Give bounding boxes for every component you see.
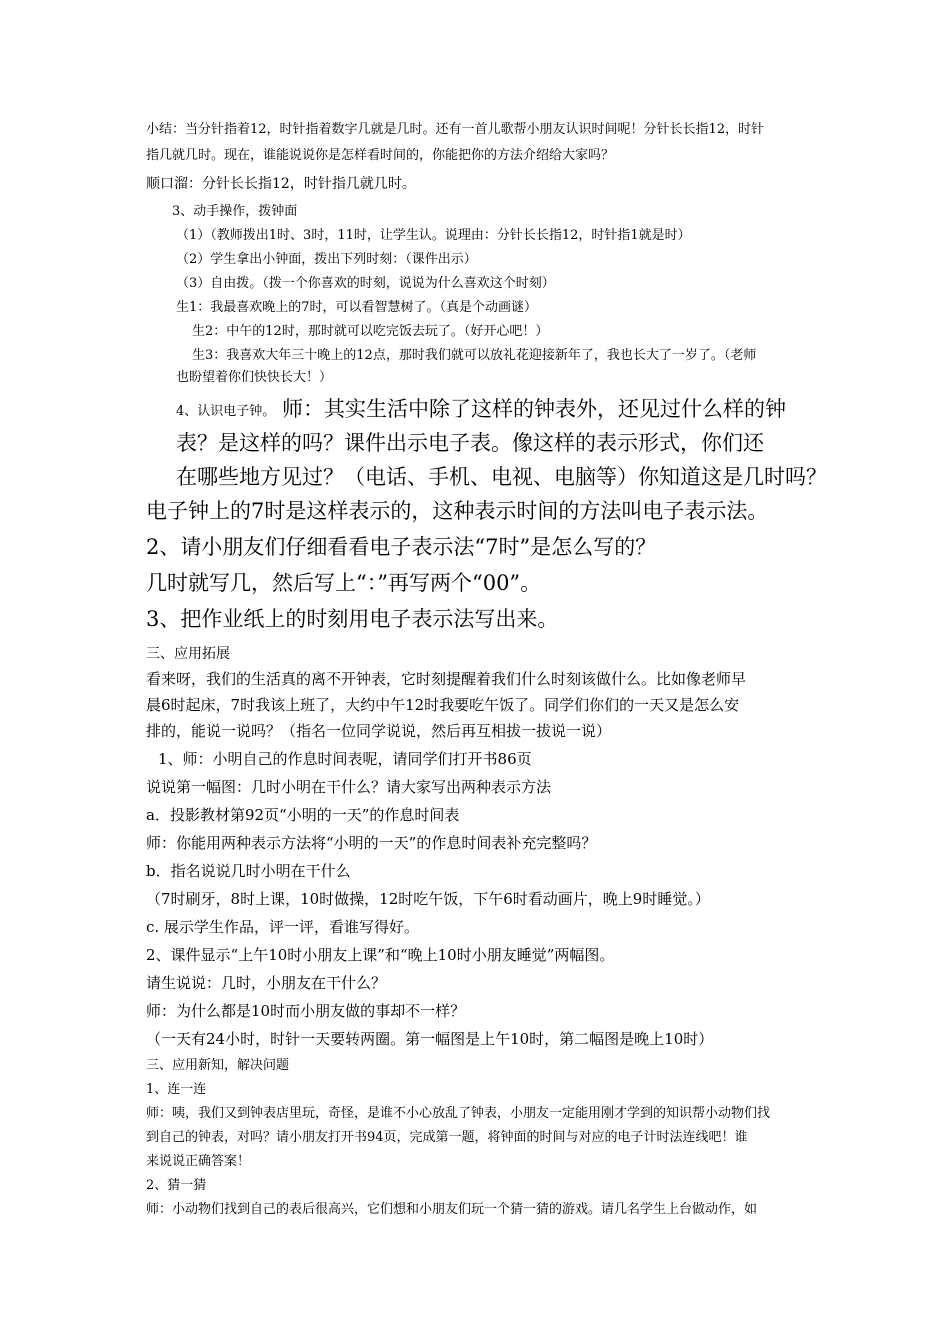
text-line: 说说第一幅图：几时小明在干什么？请大家写出两种表示方法	[146, 778, 552, 796]
text-line: b．指名说说几时小明在干什么	[146, 862, 351, 880]
text-line: 2、课件显示“上午10时小朋友上课”和“晚上10时小朋友睡觉”两幅图。	[146, 946, 615, 964]
text-line-large: 师：其实生活中除了这样的钟表外，还见过什么样的钟	[282, 397, 786, 421]
section-heading: 三、应用拓展	[146, 646, 230, 662]
text-line: 师：咦，我们又到钟表店里玩，奇怪，是谁不小心放乱了钟表，小朋友一定能用刚才学到的知识帮小动物们找	[146, 1106, 771, 1121]
text-line: 晨6时起床，7时我该上班了，大约中午12时我要吃午饭了。同学们你们的一天又是怎么安	[146, 696, 740, 714]
text-line: 生2：中午的12时，那时就可以吃完饭去玩了。（好开心吧！）	[192, 324, 549, 339]
section-heading: 2、猜一猜	[146, 1178, 207, 1193]
section-heading: 1、连一连	[146, 1082, 207, 1097]
text-line: 顺口溜：分针长长指12，时针指几就几时。	[146, 176, 416, 192]
text-line: 师：小动物们找到自己的表后很高兴，它们想和小朋友们玩一个猜一猜的游戏。请几名学生上台做动作，如	[146, 1202, 758, 1217]
text-line: 来说说正确答案！	[146, 1154, 251, 1169]
text-line: 请生说说：几时，小朋友在干什么？	[146, 974, 387, 992]
text-line: （3）自由拨。（拨一个你喜欢的时刻，说说为什么喜欢这个时刻）	[176, 276, 555, 291]
text-line: （1）（教师拨出1时、3时，11时，让学生认。说理由：分针长长指12，时针指1就是时）	[176, 228, 691, 243]
text-line-large: 在哪些地方见过？（电话、手机、电视、电脑等）你知道这是几时吗？	[176, 465, 827, 489]
text-line: 到自己的钟表，对吗？请小朋友打开书94页，完成第一题，将钟面的时间与对应的电子计时法连线吧！谁	[146, 1130, 748, 1145]
text-line: 排的，能说一说吗？（指名一位同学说说，然后再互相拔一拔说一说）	[146, 722, 612, 740]
text-line: 看来呀，我们的生活真的离不开钟表，它时刻提醒着我们什么时刻该做什么。比如像老师早	[146, 670, 747, 688]
text-line: （2）学生拿出小钟面，拨出下列时刻：（课件出示）	[176, 252, 477, 267]
text-line-large: 表？是这样的吗？课件出示电子表。像这样的表示形式，你们还	[176, 431, 764, 455]
text-line: c. 展示学生作品，评一评，看谁写得好。	[146, 918, 419, 936]
text-line-large: 2、请小朋友们仔细看看电子表示法“7时”是怎么写的？	[146, 535, 657, 559]
text-line: 师：为什么都是10时而小朋友做的事却不一样？	[146, 1002, 466, 1020]
text-line: （7时刷牙，8时上课，10时做操，12时吃午饭，下午6时看动画片，晚上9时睡觉。）	[146, 890, 710, 908]
text-line-large: 3、把作业纸上的时刻用电子表示法写出来。	[146, 607, 559, 631]
text-line: 指几就几时。现在，谁能说说你是怎样看时间的，你能把你的方法介绍给大家吗？	[146, 148, 615, 163]
section-heading: 三、应用新知，解决问题	[146, 1058, 290, 1073]
section-heading: 4、认识电子钟。	[176, 404, 276, 419]
text-line: 生3：我喜欢大年三十晚上的12点，那时我们就可以放礼花迎接新年了，我也长大了一岁了。（老师	[192, 348, 757, 363]
text-line: （一天有24小时，时针一天要转两圈。第一幅图是上午10时，第二幅图是晚上10时）	[146, 1030, 714, 1048]
text-line: 师：你能用两种表示方法将“小明的一天”的作息时间表补充完整吗？	[146, 834, 597, 852]
text-line-large: 几时就写几，然后写上“：”再写两个“00”。	[146, 571, 542, 595]
text-line: 生1：我最喜欢晚上的7时，可以看智慧树了。（真是个动画谜）	[176, 300, 538, 315]
text-line: 小结：当分针指着12，时针指着数字几就是几时。还有一首儿歌帮小朋友认识时间呢！分针长长指12，时针	[146, 122, 765, 137]
text-line: a．投影教材第92页“小明的一天”的作息时间表	[146, 806, 460, 824]
text-line: 1、师：小明自己的作息时间表呢，请同学们打开书86页	[158, 750, 532, 768]
text-line-large: 电子钟上的7时是这样表示的，这种表示时间的方法叫电子表示法。	[146, 499, 769, 523]
section-heading: 3、动手操作，拨钟面	[172, 204, 298, 219]
text-line: 也盼望着你们快快长大！）	[176, 370, 333, 385]
